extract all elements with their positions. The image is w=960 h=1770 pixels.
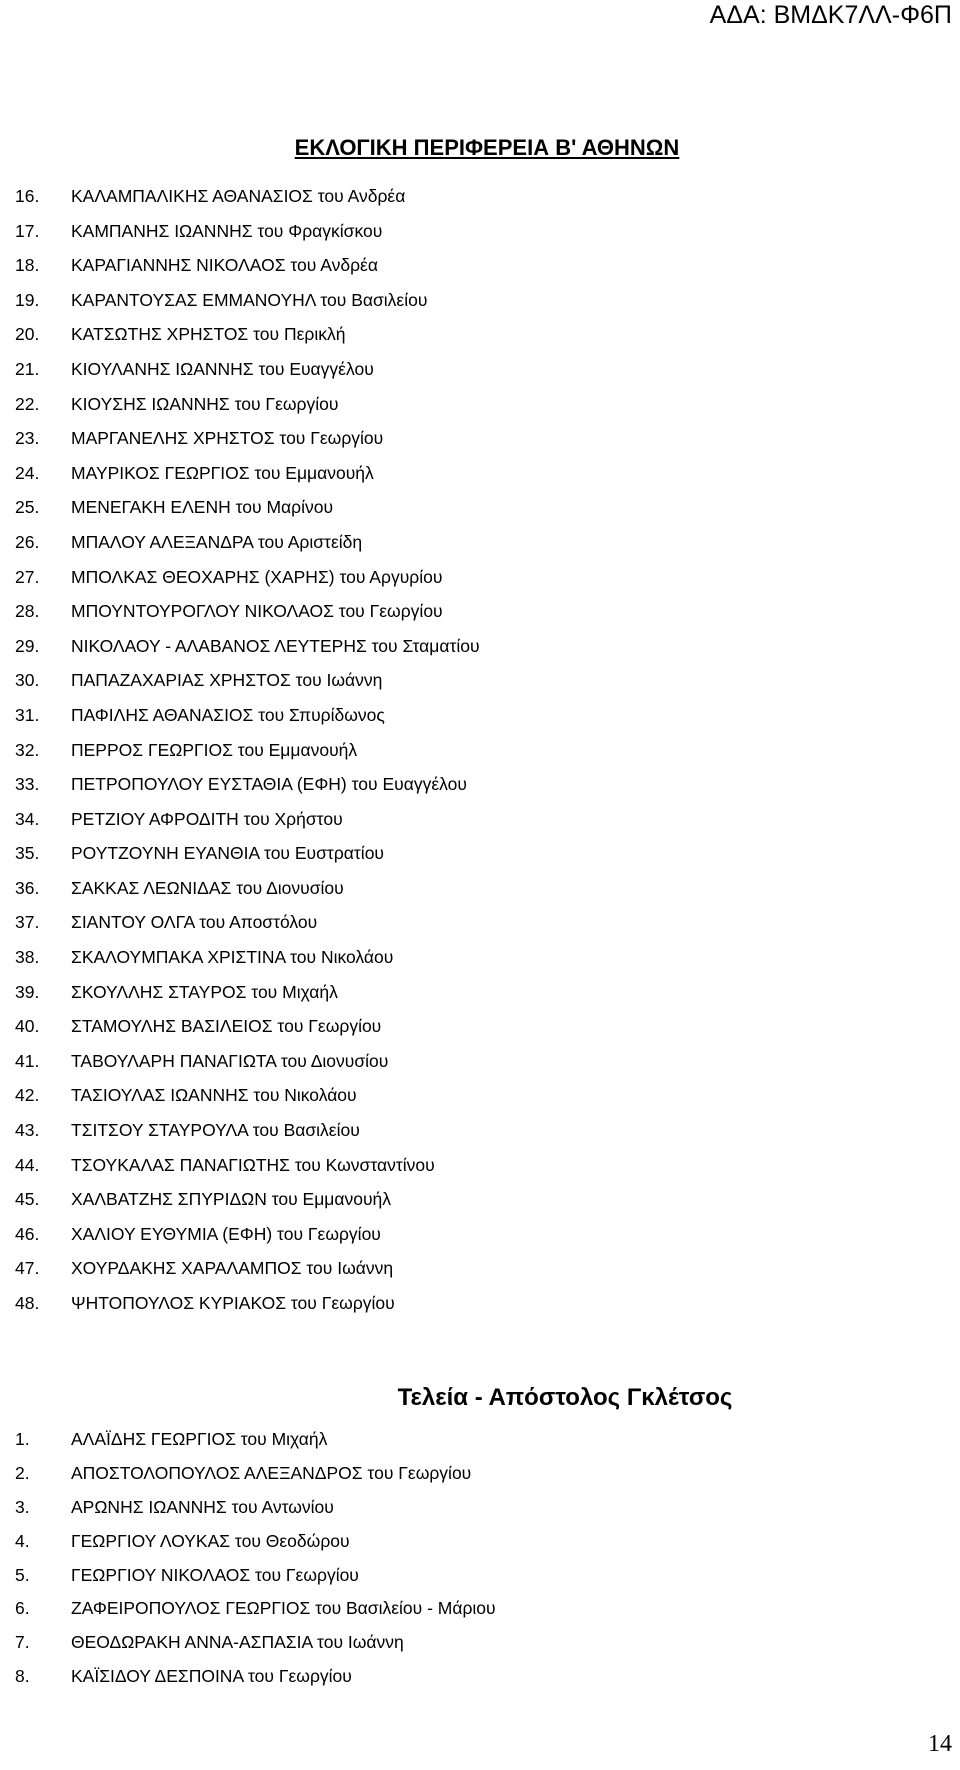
candidate-name: ΤΑΒΟΥΛΑΡΗ ΠΑΝΑΓΙΩΤΑ του Διονυσίου — [71, 1050, 389, 1071]
item-number: 24. — [15, 462, 40, 483]
item-number: 35. — [15, 843, 40, 864]
item-number: 46. — [15, 1223, 40, 1244]
candidate-name: ΣΚΟΥΛΛΗΣ ΣΤΑΥΡΟΣ του Μιχαήλ — [71, 981, 338, 1002]
page-number: 14 — [928, 1731, 952, 1757]
candidate-name: ΡΟΥΤΖΟΥΝΗ ΕΥΑΝΘΙΑ του Ευστρατίου — [71, 843, 384, 864]
candidate-name: ΠΑΦΙΛΗΣ ΑΘΑΝΑΣΙΟΣ του Σπυρίδωνος — [71, 704, 385, 725]
candidate-name: ΑΠΟΣΤΟΛΟΠΟΥΛΟΣ ΑΛΕΞΑΝΔΡΟΣ του Γεωργίου — [71, 1462, 472, 1483]
candidate-name: ΧΑΛΙΟΥ ΕΥΘΥΜΙΑ (ΕΦΗ) του Γεωργίου — [71, 1223, 381, 1244]
candidate-name: ΣΑΚΚΑΣ ΛΕΩΝΙΔΑΣ του Διονυσίου — [71, 877, 344, 898]
candidate-name: ΤΣΙΤΣΟΥ ΣΤΑΥΡΟΥΛΑ του Βασιλείου — [71, 1120, 360, 1141]
candidate-name: ΡΕΤΖΙΟΥ ΑΦΡΟΔΙΤΗ του Χρήστου — [71, 808, 343, 829]
candidate-name: ΚΑΡΑΓΙΑΝΝΗΣ ΝΙΚΟΛΑΟΣ του Ανδρέα — [71, 255, 378, 276]
candidate-name: ΣΤΑΜΟΥΛΗΣ ΒΑΣΙΛΕΙΟΣ του Γεωργίου — [71, 1016, 382, 1037]
candidate-name: ΜΠΑΛΟΥ ΑΛΕΞΑΝΔΡΑ του Αριστείδη — [71, 531, 363, 552]
item-number: 18. — [15, 255, 40, 276]
candidate-name: ΨΗΤΟΠΟΥΛΟΣ ΚΥΡΙΑΚΟΣ του Γεωργίου — [71, 1293, 395, 1313]
candidate-name: ΤΑΣΙΟΥΛΑΣ ΙΩΑΝΝΗΣ του Νικολάου — [71, 1085, 357, 1106]
section-title-electoral-district: ΕΚΛΟΓΙΚΗ ΠΕΡΙΦΕΡΕΙΑ Β' ΑΘΗΝΩΝ — [294, 135, 680, 160]
item-number: 30. — [15, 670, 40, 691]
item-number: 40. — [15, 1016, 40, 1037]
item-number: 16. — [15, 186, 40, 206]
section-title-teleia: Τελεία - Απόστολος Γκλέτσος — [397, 1384, 733, 1411]
item-number: 44. — [15, 1154, 40, 1175]
candidate-name: ΓΕΩΡΓΙΟΥ ΛΟΥΚΑΣ του Θεοδώρου — [71, 1530, 350, 1551]
item-number: 47. — [15, 1258, 40, 1279]
item-number: 5. — [15, 1564, 30, 1585]
item-number: 29. — [15, 635, 40, 656]
candidate-name: ΜΑΥΡΙΚΟΣ ΓΕΩΡΓΙΟΣ του Εμμανουήλ — [71, 462, 374, 483]
item-number: 33. — [15, 774, 40, 795]
item-number: 41. — [15, 1050, 40, 1071]
candidate-name: ΜΠΟΥΝΤΟΥΡΟΓΛΟΥ ΝΙΚΟΛΑΟΣ του Γεωργίου — [71, 601, 443, 622]
item-number: 42. — [15, 1085, 40, 1106]
candidate-name: ΠΑΠΑΖΑΧΑΡΙΑΣ ΧΡΗΣΤΟΣ του Ιωάννη — [71, 670, 383, 691]
item-number: 45. — [15, 1189, 40, 1210]
item-number: 37. — [15, 912, 40, 933]
item-number: 21. — [15, 358, 40, 379]
candidate-name: ΠΕΡΡΟΣ ΓΕΩΡΓΙΟΣ του Εμμανουήλ — [71, 739, 358, 760]
item-number: 39. — [15, 981, 40, 1002]
item-number: 27. — [15, 566, 40, 587]
candidate-name: ΜΕΝΕΓΑΚΗ ΕΛΕΝΗ του Μαρίνου — [71, 497, 334, 518]
candidate-name: ΚΙΟΥΛΑΝΗΣ ΙΩΑΝΝΗΣ του Ευαγγέλου — [71, 358, 374, 379]
candidate-name: ΚΑΜΠΑΝΗΣ ΙΩΑΝΝΗΣ του Φραγκίσκου — [71, 220, 383, 241]
candidate-name: ΘΕΟΔΩΡΑΚΗ ΑΝΝΑ-ΑΣΠΑΣΙΑ του Ιωάννη — [71, 1632, 404, 1653]
item-number: 36. — [15, 877, 40, 898]
item-number: 25. — [15, 497, 40, 518]
item-number: 4. — [15, 1530, 30, 1551]
candidate-name: ΑΛΑΪΔΗΣ ΓΕΩΡΓΙΟΣ του Μιχαήλ — [71, 1429, 328, 1449]
item-number: 22. — [15, 393, 40, 414]
candidate-name: ΚΑΪΣΙΔΟΥ ΔΕΣΠΟΙΝΑ του Γεωργίου — [71, 1666, 352, 1687]
candidate-name: ΚΑΡΑΝΤΟΥΣΑΣ ΕΜΜΑΝΟΥΗΛ του Βασιλείου — [71, 289, 428, 310]
candidate-name: ΧΑΛΒΑΤΖΗΣ ΣΠΥΡΙΔΩΝ του Εμμανουήλ — [71, 1189, 392, 1210]
candidate-name: ΤΣΟΥΚΑΛΑΣ ΠΑΝΑΓΙΩΤΗΣ του Κωνσταντίνου — [71, 1154, 435, 1175]
item-number: 26. — [15, 531, 40, 552]
item-number: 38. — [15, 947, 40, 968]
candidate-name: ΜΑΡΓΑΝΕΛΗΣ ΧΡΗΣΤΟΣ του Γεωργίου — [71, 428, 384, 449]
item-number: 28. — [15, 601, 40, 622]
candidate-name: ΠΕΤΡΟΠΟΥΛΟΥ ΕΥΣΤΑΘΙΑ (ΕΦΗ) του Ευαγγέλου — [71, 774, 467, 795]
candidate-name: ΚΙΟΥΣΗΣ ΙΩΑΝΝΗΣ του Γεωργίου — [71, 393, 339, 414]
item-number: 48. — [15, 1293, 40, 1313]
item-number: 3. — [15, 1496, 30, 1517]
candidate-name: ΚΑΛΑΜΠΑΛΙΚΗΣ ΑΘΑΝΑΣΙΟΣ του Ανδρέα — [71, 186, 406, 206]
candidate-name: ΓΕΩΡΓΙΟΥ ΝΙΚΟΛΑΟΣ του Γεωργίου — [71, 1564, 359, 1585]
candidate-name: ΜΠΟΛΚΑΣ ΘΕΟΧΑΡΗΣ (ΧΑΡΗΣ) του Αργυρίου — [71, 566, 443, 587]
candidate-name: ΧΟΥΡΔΑΚΗΣ ΧΑΡΑΛΑΜΠΟΣ του Ιωάννη — [71, 1258, 394, 1279]
candidate-name: ΖΑΦΕΙΡΟΠΟΥΛΟΣ ΓΕΩΡΓΙΟΣ του Βασιλείου - Μάριου — [71, 1598, 496, 1619]
item-number: 32. — [15, 739, 40, 760]
candidate-name: ΑΡΩΝΗΣ ΙΩΑΝΝΗΣ του Αντωνίου — [71, 1496, 334, 1517]
item-number: 8. — [15, 1666, 30, 1687]
item-number: 20. — [15, 324, 40, 345]
candidate-name: ΣΙΑΝΤΟΥ ΟΛΓΑ του Αποστόλου — [71, 912, 318, 933]
candidate-name: ΚΑΤΣΩΤΗΣ ΧΡΗΣΤΟΣ του Περικλή — [71, 324, 346, 345]
item-number: 19. — [15, 289, 40, 310]
item-number: 34. — [15, 808, 40, 829]
item-number: 2. — [15, 1462, 30, 1483]
item-number: 7. — [15, 1632, 30, 1653]
item-number: 43. — [15, 1120, 40, 1141]
item-number: 1. — [15, 1429, 30, 1449]
candidate-name: ΝΙΚΟΛΑΟΥ - ΑΛΑΒΑΝΟΣ ΛΕΥΤΕΡΗΣ του Σταματίου — [71, 635, 480, 656]
item-number: 17. — [15, 220, 40, 241]
item-number: 31. — [15, 704, 40, 725]
item-number: 6. — [15, 1598, 30, 1619]
ada-code: ΑΔΑ: ΒΜΔΚ7ΛΛ-Φ6Π — [709, 1, 952, 29]
item-number: 23. — [15, 428, 40, 449]
candidate-name: ΣΚΑΛΟΥΜΠΑΚΑ ΧΡΙΣΤΙΝΑ του Νικολάου — [71, 947, 394, 968]
